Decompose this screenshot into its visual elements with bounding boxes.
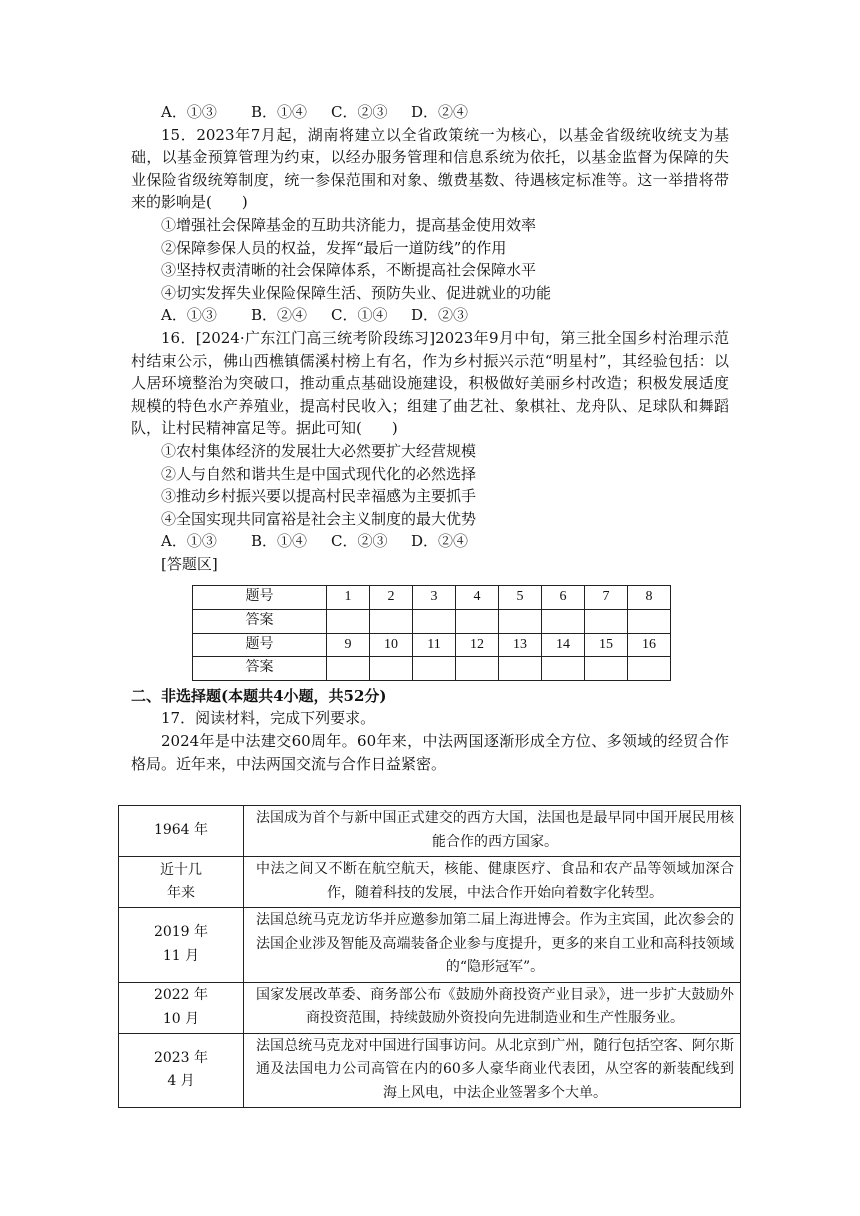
q16-stem: 16．[2024·广东江门高三统考阶段练习]2023年9月中旬，第三批全国乡村治理示范村结束公示，佛山西樵镇儒溪村榜上有名，作为乡村振兴示范“明星村”，其经验包括：以人居环境整治为突破口，推动重点基础设施建设，积极做好美丽乡村改造；积极发展适度规模的特色水产养殖业，提高村民收入；组建了曲艺社、象棋社、龙舟队、足球队和舞蹈队，让村民精神富足等。据此可知( ) <box>131 328 729 438</box>
answer-cell[interactable] <box>370 657 413 681</box>
option-d: D．②③ <box>411 306 469 325</box>
answer-grid-row <box>193 657 671 681</box>
row-header: 答案 <box>193 610 327 634</box>
option-a: A．①③ <box>161 532 217 551</box>
question-number: 6 <box>542 586 585 610</box>
question-number: 11 <box>413 633 456 657</box>
answer-cell[interactable] <box>327 610 370 634</box>
question-number: 10 <box>370 633 413 657</box>
option-b: B．②④ <box>251 306 308 325</box>
q15-item-3: ③坚持权责清晰的社会保障体系，不断提高社会保障水平 <box>161 261 537 280</box>
q16-item-2: ②人与自然和谐共生是中国式现代化的必然选择 <box>161 464 477 483</box>
q16-item-4: ④全国实现共同富裕是社会主义制度的最大优势 <box>161 509 477 528</box>
q15-options <box>131 304 729 327</box>
year-line: 2022 年 <box>153 987 209 1003</box>
timeline-year <box>119 1033 244 1108</box>
q15-item-1: ①增强社会保障基金的互助共济能力，提高基金使用效率 <box>161 215 537 234</box>
row-header: 题号 <box>193 586 327 610</box>
answer-cell[interactable] <box>327 657 370 681</box>
question-number: 15 <box>585 633 628 657</box>
timeline-description: 法国成为首个与新中国正式建交的西方大国，法国也是最早同中国开展民用核能合作的西方国家。 <box>244 806 741 857</box>
timeline-description: 法国总统马克龙对中国进行国事访问。从北京到广州，随行包括空客、阿尔斯通及法国电力公司高管在内的60多人豪华商业代表团，从空客的新装配线到海上风电，中法企业签署多个大单。 <box>244 1033 741 1108</box>
row-header: 题号 <box>193 633 327 657</box>
answer-grid-row <box>193 586 671 610</box>
timeline-year <box>119 806 244 857</box>
answer-grid <box>192 585 671 680</box>
answer-cell[interactable] <box>413 610 456 634</box>
timeline-table <box>118 805 741 1108</box>
answer-cell[interactable] <box>370 610 413 634</box>
question-number: 4 <box>456 586 499 610</box>
q17-intro: 2024年是中法建交60周年。60年来，中法两国逐渐形成全方位、多领域的经贸合作格局。近年来，中法两国交流与合作日益紧密。 <box>131 732 729 773</box>
answer-cell[interactable] <box>628 610 671 634</box>
q14-options <box>131 101 729 124</box>
answer-grid-row <box>193 610 671 634</box>
answer-grid-row <box>193 633 671 657</box>
year-line: 11 月 <box>162 947 200 964</box>
answer-cell[interactable] <box>542 657 585 681</box>
question-number: 1 <box>327 586 370 610</box>
question-number: 3 <box>413 586 456 610</box>
option-c: C．②③ <box>331 532 388 551</box>
question-content <box>131 101 729 775</box>
option-d: D．②④ <box>411 532 469 551</box>
year-line: 年来 <box>167 885 195 901</box>
option-b: B．①④ <box>251 103 308 121</box>
row-header: 答案 <box>193 657 327 681</box>
answer-cell[interactable] <box>499 657 542 681</box>
year-line: 2019 年 <box>153 924 209 941</box>
timeline-year <box>119 908 244 983</box>
answer-cell[interactable] <box>585 610 628 634</box>
timeline-row <box>119 1033 741 1108</box>
q15-item-2: ②保障参保人员的权益，发挥“最后一道防线”的作用 <box>161 238 507 257</box>
answer-cell[interactable] <box>499 610 542 634</box>
timeline-year <box>119 857 244 908</box>
question-number: 5 <box>499 586 542 610</box>
q16-item-1: ①农村集体经济的发展壮大必然要扩大经营规模 <box>161 441 477 460</box>
answer-area-label: [答题区] <box>161 554 218 573</box>
timeline-row <box>119 806 741 857</box>
question-number: 8 <box>628 586 671 610</box>
timeline-row <box>119 908 741 983</box>
timeline-description: 法国总统马克龙访华并应邀参加第二届上海进博会。作为主宾国，此次参会的法国企业涉及智能及高端装备企业参与度提升，更多的来自工业和高科技领域的“隐形冠军”。 <box>244 908 741 983</box>
q16-item-3: ③推动乡村振兴要以提高村民幸福感为主要抓手 <box>161 487 477 506</box>
answer-cell[interactable] <box>542 610 585 634</box>
question-number: 2 <box>370 586 413 610</box>
question-number: 13 <box>499 633 542 657</box>
q15-stem: 15．2023年7月起，湖南将建立以全省政策统一为核心，以基金省级统收统支为基础，以基金预算管理为约束，以经办服务管理和信息系统为依托，以基金监督为保障的失业保险省级统筹制度，统一参保范围和对象、缴费基数、待遇核定标准等。这一举措将带来的影响是( ) <box>131 125 729 212</box>
answer-cell[interactable] <box>585 657 628 681</box>
answer-cell[interactable] <box>628 657 671 681</box>
option-c: C．①④ <box>331 306 388 325</box>
q16-options <box>131 530 729 553</box>
option-c: C．②③ <box>331 103 388 121</box>
question-number: 7 <box>585 586 628 610</box>
timeline-description: 国家发展改革委、商务部公布《鼓励外商投资产业目录》，进一步扩大鼓励外商投资范围，持续鼓励外资投向先进制造业和生产性服务业。 <box>244 982 741 1033</box>
question-number: 9 <box>327 633 370 657</box>
question-number: 16 <box>628 633 671 657</box>
year-line: 10 月 <box>162 1010 200 1027</box>
timeline-year <box>119 982 244 1033</box>
option-a: A．①③ <box>161 306 217 325</box>
answer-cell[interactable] <box>456 610 499 634</box>
year-line: 1964 年 <box>153 822 209 839</box>
timeline-description: 中法之间又不断在航空航天，核能、健康医疗、食品和农产品等领域加深合作，随着科技的发展，中法合作开始向着数字化转型。 <box>244 857 741 908</box>
section-title: 二、非选择题(本题共4小题，共52分) <box>131 686 387 705</box>
year-line: 2023 年 <box>153 1049 209 1066</box>
question-number: 14 <box>542 633 585 657</box>
answer-cell[interactable] <box>413 657 456 681</box>
year-line: 近十几 <box>160 861 202 878</box>
option-d: D．②④ <box>411 103 469 121</box>
question-number: 12 <box>456 633 499 657</box>
option-a: A．①③ <box>161 103 217 121</box>
option-b: B．①④ <box>251 532 308 551</box>
q15-item-4: ④切实发挥失业保险保障生活、预防失业、促进就业的功能 <box>161 283 552 302</box>
q17-stem: 17．阅读材料，完成下列要求。 <box>161 709 376 728</box>
year-line: 4 月 <box>167 1073 195 1090</box>
timeline-row <box>119 982 741 1033</box>
answer-cell[interactable] <box>456 657 499 681</box>
timeline-row <box>119 857 741 908</box>
